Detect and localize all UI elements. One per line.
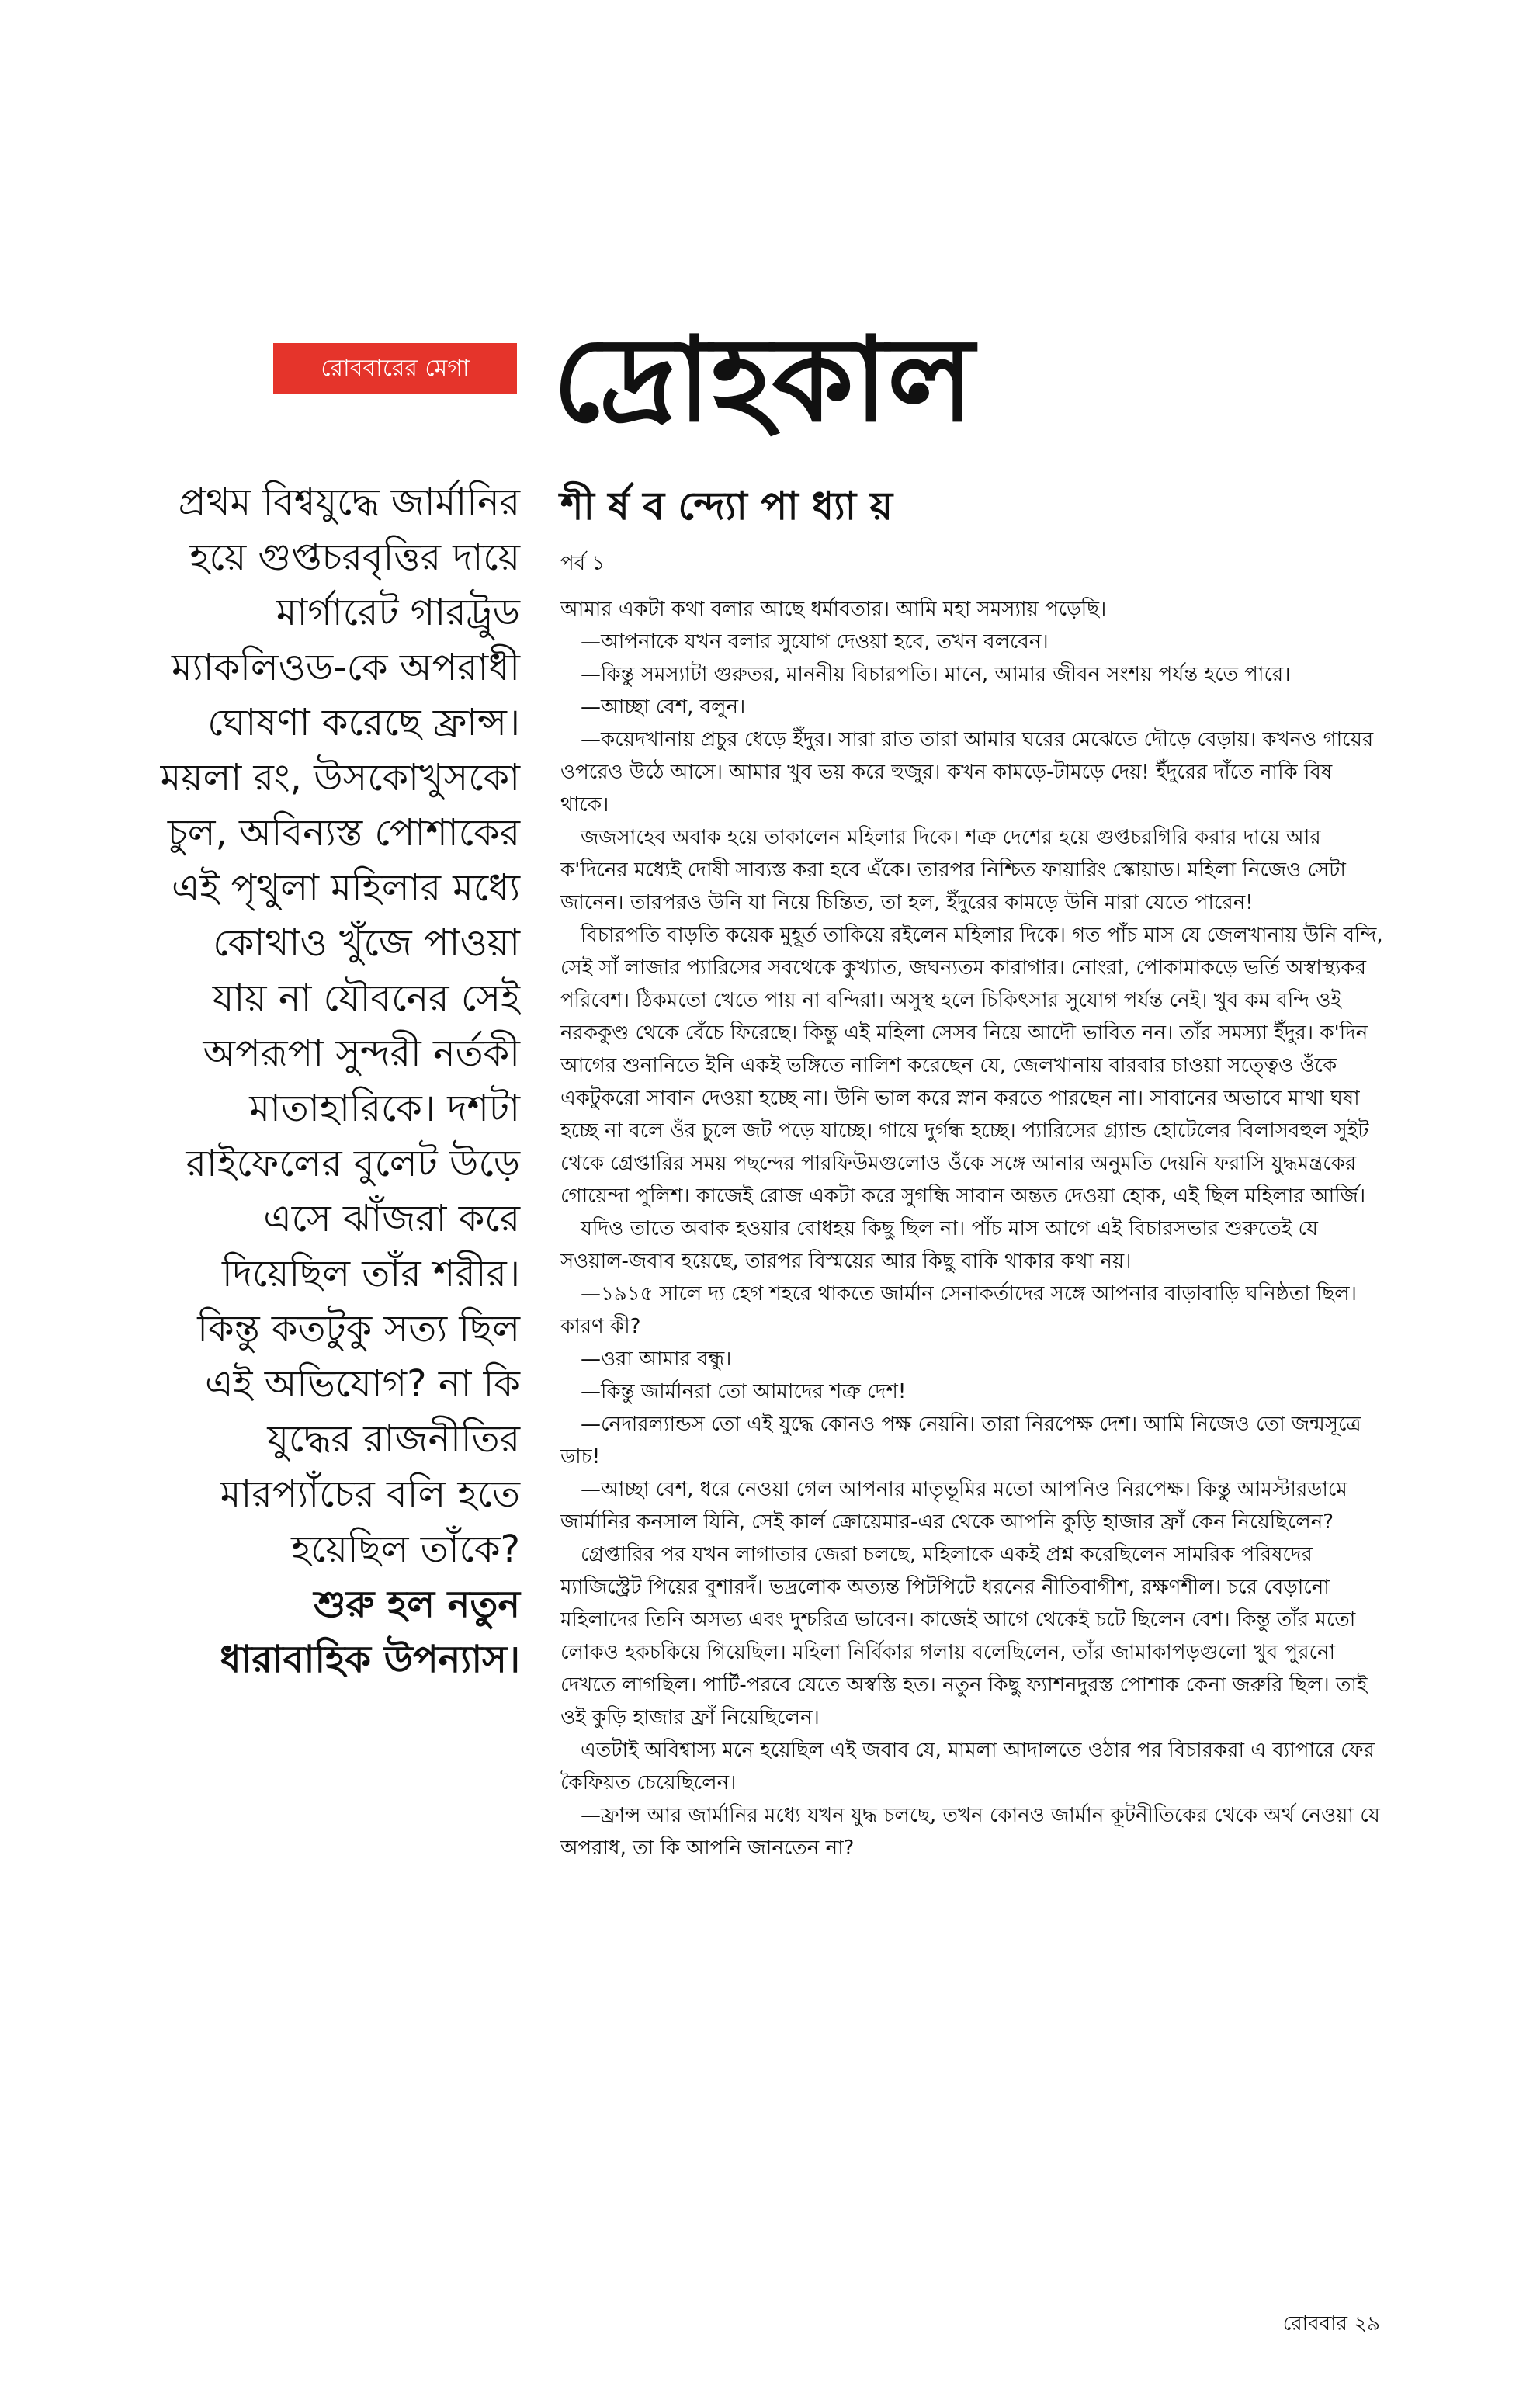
paragraph: যদিও তাতে অবাক হওয়ার বোধহয় কিছু ছিল না। পাঁচ মাস আগে এই বিচারসভার শুরুতেই যে সওয়াল-জবাব হয়েছে, তারপর বিস্ময়ের আর কিছু বাকি থাকার কথা নয়। (560, 1217, 1319, 1273)
paragraph: —কিন্তু সমস্যাটা গুরুতর, মাননীয় বিচারপতি। মানে, আমার জীবন সংশয় পর্যন্ত হতে পারে। (581, 663, 1291, 686)
paragraph: জজসাহেব অবাক হয়ে তাকালেন মহিলার দিকে। শত্রু দেশের হয়ে গুপ্তচরগিরি করার দায়ে আর ক'দিনের মধ্যেই দোষী সাব্যস্ত করা হবে এঁকে। তারপর নিশ্চিত ফায়ারিং স্কোয়াড। মহিলা নিজেও সেটা জানেন। তারপরও উনি যা নিয়ে চিন্তিত, তা হল, ইঁদুরের কামড়ে উনি মারা যেতে পারেন! (560, 826, 1346, 914)
paragraph: এতটাই অবিশ্বাস্য মনে হয়েছিল এই জবাব যে, মামলা আদালতে ওঠার পর বিচারকরা এ ব্যাপারে ফের কৈফিয়ত চেয়েছিলেন। (560, 1739, 1375, 1795)
paragraph: —কিন্তু জার্মানরা তো আমাদের শত্রু দেশ! (581, 1380, 907, 1403)
blurb-column (116, 475, 520, 1687)
blurb-bold-line: শুরু হল নতুন (314, 1583, 520, 1626)
blurb-line: চুল, অবিন্যস্ত পোশাকের (167, 811, 520, 855)
section-tag: রোববারের মেগা (273, 343, 517, 394)
blurb-line: প্রথম বিশ্বযুদ্ধে জার্মানির (178, 480, 520, 524)
blurb-line: কোথাও খুঁজে পাওয়া (213, 921, 520, 965)
author-name: শী র্ষ ব ন্দ্যো পা ধ্যা য় (560, 484, 893, 529)
blurb-line: দিয়েছিল তাঁর শরীর। (221, 1252, 520, 1295)
blurb-line: মাতাহারিকে। দশটা (249, 1087, 520, 1130)
blurb-line: হয়ে গুপ্তচরবৃত্তির দায়ে (189, 536, 520, 579)
paragraph: —ওরা আমার বন্ধু। (581, 1347, 732, 1371)
paragraph: —ফ্রান্স আর জার্মানির মধ্যে যখন যুদ্ধ চলছে, তখন কোনও জার্মান কূটনীতিকের থেকে অর্থ নেওয়া যে অপরাধ, তা কি আপনি জানতেন না? (560, 1804, 1380, 1860)
paragraph: গ্রেপ্তারির পর যখন লাগাতার জেরা চলছে, মহিলাকে একই প্রশ্ন করেছিলেন সামরিক পরিষদের ম্যাজিস্ট্রেট পিয়ের বুশারদঁ। ভদ্রলোক অত্যন্ত পিটপিটে ধরনের নীতিবাগীশ, রক্ষণশীল। চরে বেড়ানো মহিলাদের তিনি অসভ্য এবং দুশ্চরিত্র ভাবেন। কাজেই আগে থেকেই চটে ছিলেন বেশ। কিন্তু তাঁর মতো লোকও হকচকিয়ে গিয়েছিল। মহিলা নির্বিকার গলায় বলেছিলেন, তাঁর জামাকাপড়গুলো খুব পুরনো দেখতে লাগছিল। পার্টি-পরবে যেতে অস্বস্তি হত। নতুন কিছু ফ্যাশনদুরস্ত পোশাক কেনা জরুরি ছিল। তাই ওই কুড়ি হাজার ফ্রাঁ নিয়েছিলেন। (560, 1543, 1368, 1729)
paragraph: —আচ্ছা বেশ, বলুন। (581, 695, 746, 719)
blurb-line: মারপ্যাঁচের বলি হতে (220, 1472, 520, 1516)
blurb-line: কিন্তু কতটুকু সত্য ছিল (197, 1307, 520, 1351)
paragraph: —আপনাকে যখন বলার সুযোগ দেওয়া হবে, তখন বলবেন। (581, 630, 1049, 654)
blurb-line: মার্গারেট গারট্রুড (276, 591, 520, 634)
blurb-line: ময়লা রং, উসকোখুসকো (160, 756, 520, 799)
paragraph: আমার একটা কথা বলার আছে ধর্মাবতার। আমি মহা সমস্যায় পড়েছি। (560, 598, 1107, 621)
page-footer: রোববার ২৯ (1282, 2312, 1380, 2336)
paragraph: —আচ্ছা বেশ, ধরে নেওয়া গেল আপনার মাতৃভূমির মতো আপনিও নিরপেক্ষ। কিন্তু আমস্টারডামে জার্মানির কনসাল যিনি, সেই কার্ল ক্রোয়েমার-এর থেকে আপনি কুড়ি হাজার ফ্রাঁ কেন নিয়েছিলেন? (560, 1478, 1348, 1534)
paragraph: —নেদারল্যান্ডস তো এই যুদ্ধে কোনও পক্ষ নেয়নি। তারা নিরপেক্ষ দেশ। আমি নিজেও তো জন্মসূত্রে ডাচ! (560, 1413, 1361, 1469)
blurb-line: এসে ঝাঁজরা করে (263, 1197, 520, 1240)
blurb-line: রাইফেলের বুলেট উড়ে (186, 1142, 520, 1185)
blurb-line: যায় না যৌবনের সেই (212, 976, 520, 1020)
paragraph: —১৯১৫ সালে দ্য হেগ শহরে থাকতে জার্মান সেনাকর্তাদের সঙ্গে আপনার বাড়াবাড়ি ঘনিষ্ঠতা ছিল। কারণ কী? (560, 1282, 1357, 1338)
blurb-line: হয়েছিল তাঁকে? (291, 1528, 520, 1571)
paragraph: —কয়েদখানায় প্রচুর ধেড়ে ইঁদুর। সারা রাত তারা আমার ঘরের মেঝেতে দৌড়ে বেড়ায়। কখনও গায়ের ওপরেও উঠে আসে। আমার খুব ভয় করে হুজুর। কখন কামড়ে-টামড়ে দেয়! ইঁদুরের দাঁতে নাকি বিষ থাকে। (560, 728, 1374, 817)
blurb-line: অপরূপা সুন্দরী নর্তকী (203, 1032, 520, 1075)
blurb-line: যুদ্ধের রাজনীতির (267, 1417, 520, 1461)
blurb-line: এই অভিযোগ? না কি (204, 1362, 520, 1406)
paragraph: বিচারপতি বাড়তি কয়েক মুহূর্ত তাকিয়ে রইলেন মহিলার দিকে। গত পাঁচ মাস যে জেলখানায় উনি বন্দি, সেই সাঁ লাজার প্যারিসের সবথেকে কুখ্যাত, জঘন্যতম কারাগার। নোংরা, পোকামাকড়ে ভর্তি অস্বাস্থ্যকর পরিবেশ। ঠিকমতো খেতে পায় না বন্দিরা। অসুস্থ হলে চিকিৎসার সুযোগ পর্যন্ত নেই। খুব কম বন্দি ওই নরককুণ্ড থেকে বেঁচে ফিরেছে। কিন্তু এই মহিলা সেসব নিয়ে আদৌ ভাবিত নন। তাঁর সমস্যা ইঁদুর। ক'দিন আগের শুনানিতে ইনি একই ভঙ্গিতে নালিশ করেছেন যে, জেলখানায় বারবার চাওয়া সত্ত্বেও ওঁকে একটুকরো সাবান দেওয়া হচ্ছে না। উনি ভাল করে স্নান করতে পারছেন না। সাবানের অভাবে মাথা ঘষা হচ্ছে না বলে ওঁর চুলে জট পড়ে যাচ্ছে। গায়ে দুর্গন্ধ হচ্ছে। প্যারিসের গ্র্যান্ড হোটেলের বিলাসবহুল সুইট থেকে গ্রেপ্তারির সময় পছন্দের পারফিউমগুলোও ওঁকে সঙ্গে আনার অনুমতি দেয়নি ফরাসি যুদ্ধমন্ত্রকের গোয়েন্দা পুলিশ। কাজেই রোজ একটা করে সুগন্ধি সাবান অন্তত দেওয়া হোক, এই ছিল মহিলার আর্জি। (560, 924, 1383, 1208)
article-column (560, 475, 1383, 1864)
blurb-line: ম্যাকলিওড-কে অপরাধী (172, 646, 520, 689)
blurb-line: ঘোষণা করেছে ফ্রান্স। (207, 701, 520, 744)
blurb-bold-line: ধারাবাহিক উপন্যাস। (220, 1638, 520, 1681)
story-title: দ্রোহকাল (553, 313, 975, 448)
article-body (560, 593, 1383, 1864)
part-label: পর্ব ১ (560, 552, 605, 575)
blurb-line: এই পৃথুলা মহিলার মধ্যে (171, 866, 520, 910)
